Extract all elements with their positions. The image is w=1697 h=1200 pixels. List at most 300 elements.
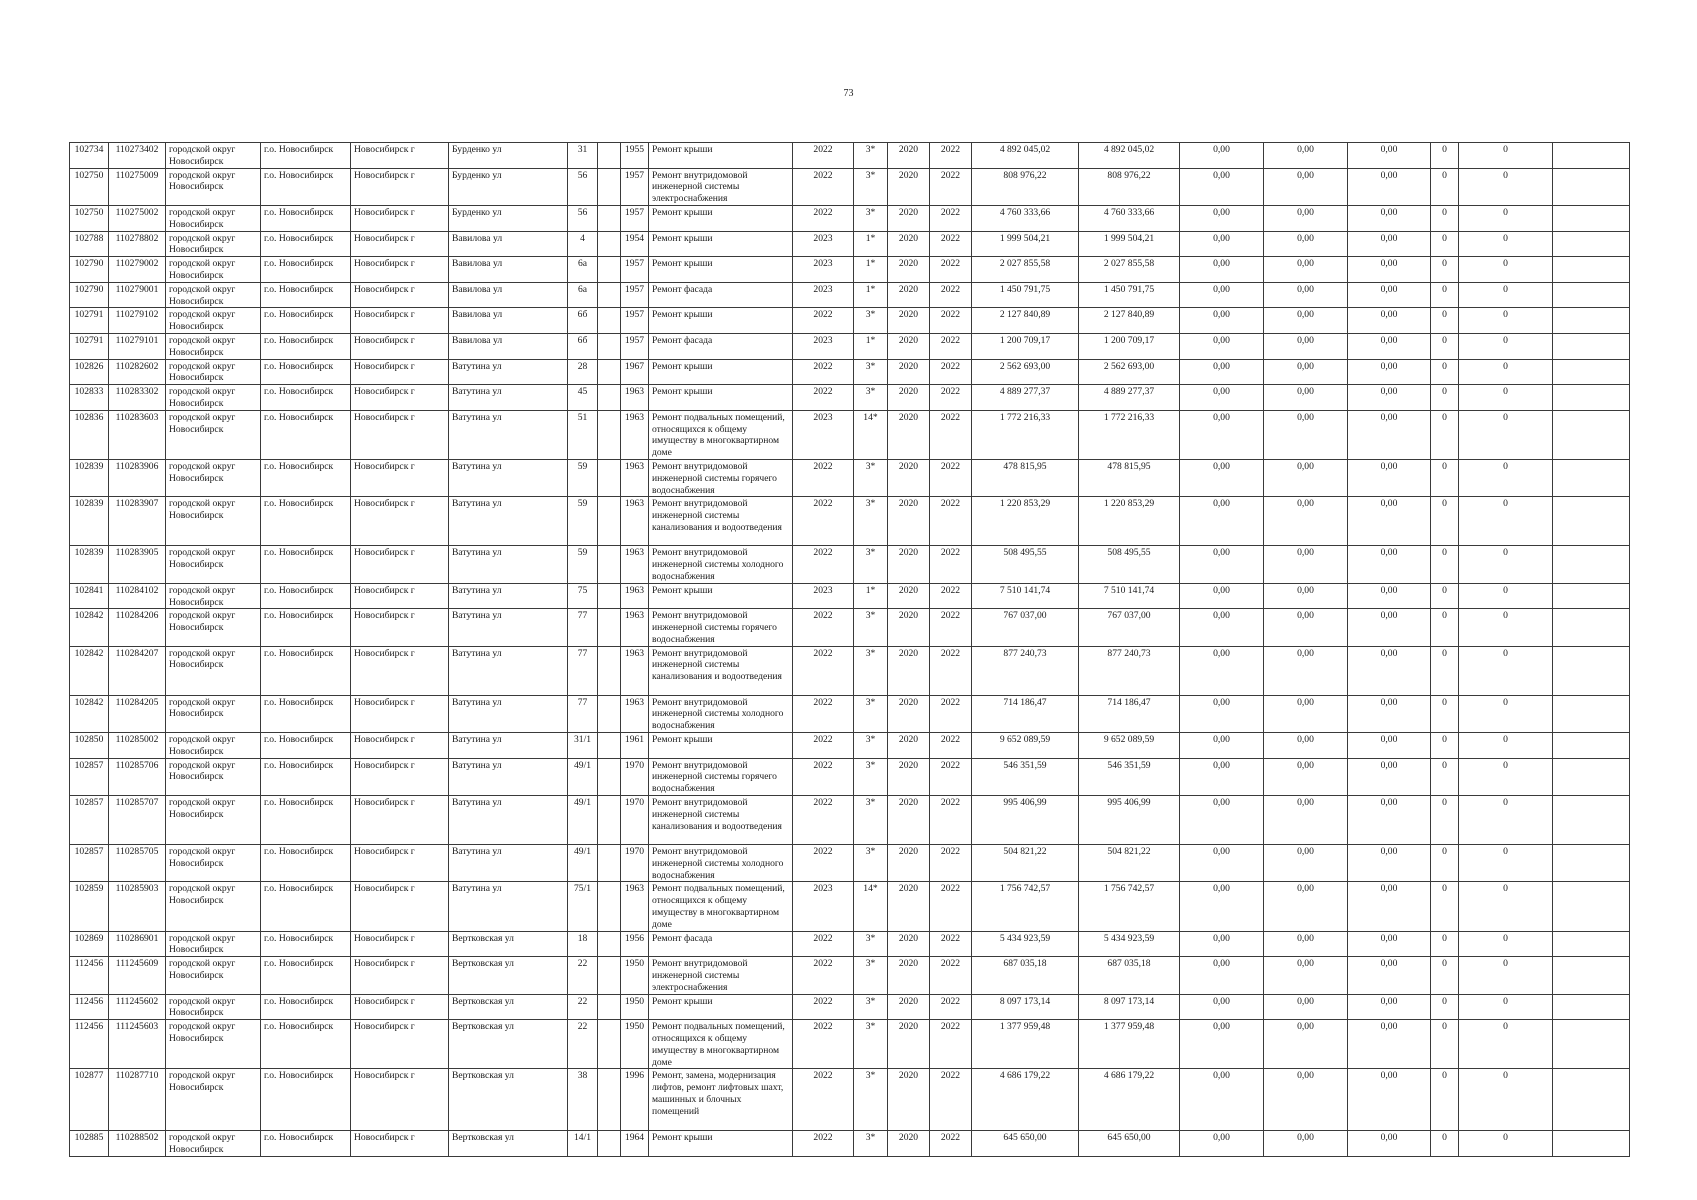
count-1-cell: 0 [1431, 583, 1459, 609]
count-2-cell: 0 [1459, 994, 1553, 1020]
district-cell: городской округ Новосибирск [166, 497, 261, 546]
total-cost-cell: 4 760 333,66 [972, 205, 1079, 231]
plan-year-cell: 2022 [793, 205, 854, 231]
table-row [70, 497, 1630, 546]
subsidy-3-cell: 0,00 [1348, 733, 1431, 759]
subsidy-3-cell: 0,00 [1348, 359, 1431, 385]
subsidy-3-cell: 0,00 [1348, 459, 1431, 496]
fund-cost-cell: 9 652 089,59 [1079, 733, 1180, 759]
work-type-cell: Ремонт внутридомовой инженерной системы канализования и водоотведения [649, 796, 793, 845]
priority-cell: 3* [854, 931, 888, 957]
plan-year-cell: 2023 [793, 882, 854, 931]
period-end-cell: 2022 [930, 882, 972, 931]
letter-cell [598, 282, 621, 308]
work-type-cell: Ремонт внутридомовой инженерной системы горячего водоснабжения [649, 758, 793, 795]
city-cell: Новосибирск г [351, 646, 449, 695]
street-cell: Ватутина ул [449, 758, 568, 795]
plan-year-cell: 2023 [793, 583, 854, 609]
total-cost-cell: 1 377 959,48 [972, 1020, 1079, 1069]
district-cell: городской округ Новосибирск [166, 583, 261, 609]
city-cell: Новосибирск г [351, 1131, 449, 1157]
house-id-cell: 102791 [70, 333, 109, 359]
period-start-cell: 2020 [888, 1020, 930, 1069]
municipality-cell: г.о. Новосибирск [261, 497, 351, 546]
plan-year-cell: 2022 [793, 994, 854, 1020]
count-2-cell: 0 [1459, 1131, 1553, 1157]
plan-year-cell: 2022 [793, 143, 854, 169]
count-2-cell: 0 [1459, 796, 1553, 845]
subsidy-1-cell: 0,00 [1180, 796, 1264, 845]
priority-cell: 3* [854, 359, 888, 385]
municipality-cell: г.о. Новосибирск [261, 546, 351, 583]
total-cost-cell: 504 821,22 [972, 845, 1079, 882]
count-2-cell: 0 [1459, 957, 1553, 994]
table-row [70, 733, 1630, 759]
priority-cell: 1* [854, 282, 888, 308]
city-cell: Новосибирск г [351, 410, 449, 459]
municipality-cell: г.о. Новосибирск [261, 308, 351, 334]
count-2-cell: 0 [1459, 308, 1553, 334]
subsidy-2-cell: 0,00 [1264, 796, 1348, 845]
house-id-cell: 102750 [70, 168, 109, 205]
municipality-cell: г.о. Новосибирск [261, 1069, 351, 1131]
work-type-cell: Ремонт подвальных помещений, относящихся к общему имуществу в многоквартирном доме [649, 882, 793, 931]
work-type-cell: Ремонт подвальных помещений, относящихся к общему имуществу в многоквартирном доме [649, 1020, 793, 1069]
period-start-cell: 2020 [888, 459, 930, 496]
priority-cell: 3* [854, 459, 888, 496]
subsidy-3-cell: 0,00 [1348, 931, 1431, 957]
build-year-cell: 1963 [621, 546, 649, 583]
period-end-cell: 2022 [930, 1131, 972, 1157]
period-start-cell: 2020 [888, 333, 930, 359]
total-cost-cell: 1 200 709,17 [972, 333, 1079, 359]
work-code-cell: 110283906 [109, 459, 166, 496]
plan-year-cell: 2022 [793, 646, 854, 695]
count-2-cell: 0 [1459, 1020, 1553, 1069]
letter-cell [598, 308, 621, 334]
period-end-cell: 2022 [930, 695, 972, 732]
fund-cost-cell: 504 821,22 [1079, 845, 1180, 882]
letter-cell [598, 333, 621, 359]
house-id-cell: 102877 [70, 1069, 109, 1131]
municipality-cell: г.о. Новосибирск [261, 410, 351, 459]
house-number-cell: 51 [568, 410, 598, 459]
city-cell: Новосибирск г [351, 1069, 449, 1131]
district-cell: городской округ Новосибирск [166, 333, 261, 359]
build-year-cell: 1963 [621, 695, 649, 732]
count-1-cell: 0 [1431, 845, 1459, 882]
work-code-cell: 110287710 [109, 1069, 166, 1131]
period-start-cell: 2020 [888, 282, 930, 308]
build-year-cell: 1963 [621, 882, 649, 931]
priority-cell: 1* [854, 231, 888, 257]
subsidy-2-cell: 0,00 [1264, 359, 1348, 385]
total-cost-cell: 5 434 923,59 [972, 931, 1079, 957]
letter-cell [598, 994, 621, 1020]
work-type-cell: Ремонт внутридомовой инженерной системы холодного водоснабжения [649, 695, 793, 732]
street-cell: Ватутина ул [449, 359, 568, 385]
house-number-cell: 59 [568, 546, 598, 583]
table-row [70, 882, 1630, 931]
city-cell: Новосибирск г [351, 758, 449, 795]
letter-cell [598, 583, 621, 609]
count-2-cell: 0 [1459, 695, 1553, 732]
street-cell: Вертковская ул [449, 1131, 568, 1157]
district-cell: городской округ Новосибирск [166, 994, 261, 1020]
letter-cell [598, 957, 621, 994]
district-cell: городской округ Новосибирск [166, 882, 261, 931]
build-year-cell: 1963 [621, 410, 649, 459]
total-cost-cell: 7 510 141,74 [972, 583, 1079, 609]
note-cell [1553, 733, 1630, 759]
house-number-cell: 6а [568, 282, 598, 308]
subsidy-1-cell: 0,00 [1180, 931, 1264, 957]
subsidy-2-cell: 0,00 [1264, 583, 1348, 609]
subsidy-1-cell: 0,00 [1180, 733, 1264, 759]
table-row [70, 957, 1630, 994]
work-code-cell: 110285706 [109, 758, 166, 795]
fund-cost-cell: 546 351,59 [1079, 758, 1180, 795]
fund-cost-cell: 2 562 693,00 [1079, 359, 1180, 385]
letter-cell [598, 385, 621, 411]
subsidy-2-cell: 0,00 [1264, 459, 1348, 496]
total-cost-cell: 808 976,22 [972, 168, 1079, 205]
count-1-cell: 0 [1431, 308, 1459, 334]
house-id-cell: 102790 [70, 257, 109, 283]
subsidy-2-cell: 0,00 [1264, 143, 1348, 169]
subsidy-2-cell: 0,00 [1264, 646, 1348, 695]
letter-cell [598, 646, 621, 695]
subsidy-1-cell: 0,00 [1180, 168, 1264, 205]
plan-year-cell: 2022 [793, 546, 854, 583]
street-cell: Вертковская ул [449, 957, 568, 994]
street-cell: Ватутина ул [449, 459, 568, 496]
plan-year-cell: 2022 [793, 1131, 854, 1157]
work-code-cell: 110288502 [109, 1131, 166, 1157]
fund-cost-cell: 4 892 045,02 [1079, 143, 1180, 169]
count-2-cell: 0 [1459, 931, 1553, 957]
letter-cell [598, 205, 621, 231]
subsidy-2-cell: 0,00 [1264, 882, 1348, 931]
letter-cell [598, 758, 621, 795]
table-row [70, 695, 1630, 732]
total-cost-cell: 645 650,00 [972, 1131, 1079, 1157]
letter-cell [598, 796, 621, 845]
count-2-cell: 0 [1459, 497, 1553, 546]
municipality-cell: г.о. Новосибирск [261, 957, 351, 994]
count-1-cell: 0 [1431, 459, 1459, 496]
city-cell: Новосибирск г [351, 385, 449, 411]
build-year-cell: 1957 [621, 205, 649, 231]
table-row [70, 609, 1630, 646]
subsidy-2-cell: 0,00 [1264, 385, 1348, 411]
house-id-cell: 102857 [70, 845, 109, 882]
period-end-cell: 2022 [930, 497, 972, 546]
subsidy-2-cell: 0,00 [1264, 1069, 1348, 1131]
build-year-cell: 1963 [621, 385, 649, 411]
work-code-cell: 110278802 [109, 231, 166, 257]
subsidy-3-cell: 0,00 [1348, 957, 1431, 994]
house-id-cell: 102833 [70, 385, 109, 411]
fund-cost-cell: 687 035,18 [1079, 957, 1180, 994]
work-code-cell: 111245603 [109, 1020, 166, 1069]
subsidy-3-cell: 0,00 [1348, 231, 1431, 257]
table-row [70, 646, 1630, 695]
subsidy-2-cell: 0,00 [1264, 257, 1348, 283]
house-number-cell: 77 [568, 695, 598, 732]
street-cell: Ватутина ул [449, 796, 568, 845]
subsidy-1-cell: 0,00 [1180, 257, 1264, 283]
work-code-cell: 110286901 [109, 931, 166, 957]
subsidy-1-cell: 0,00 [1180, 231, 1264, 257]
subsidy-3-cell: 0,00 [1348, 282, 1431, 308]
subsidy-3-cell: 0,00 [1348, 497, 1431, 546]
work-type-cell: Ремонт крыши [649, 994, 793, 1020]
period-start-cell: 2020 [888, 231, 930, 257]
house-id-cell: 102750 [70, 205, 109, 231]
subsidy-1-cell: 0,00 [1180, 583, 1264, 609]
table-row [70, 796, 1630, 845]
note-cell [1553, 205, 1630, 231]
work-code-cell: 110285705 [109, 845, 166, 882]
count-1-cell: 0 [1431, 257, 1459, 283]
letter-cell [598, 231, 621, 257]
count-1-cell: 0 [1431, 282, 1459, 308]
letter-cell [598, 1069, 621, 1131]
subsidy-3-cell: 0,00 [1348, 758, 1431, 795]
priority-cell: 3* [854, 1069, 888, 1131]
work-type-cell: Ремонт крыши [649, 205, 793, 231]
city-cell: Новосибирск г [351, 333, 449, 359]
build-year-cell: 1967 [621, 359, 649, 385]
count-2-cell: 0 [1459, 143, 1553, 169]
period-end-cell: 2022 [930, 758, 972, 795]
count-1-cell: 0 [1431, 497, 1459, 546]
count-1-cell: 0 [1431, 1131, 1459, 1157]
build-year-cell: 1957 [621, 282, 649, 308]
build-year-cell: 1950 [621, 957, 649, 994]
work-type-cell: Ремонт внутридомовой инженерной системы канализования и водоотведения [649, 497, 793, 546]
period-start-cell: 2020 [888, 695, 930, 732]
count-2-cell: 0 [1459, 882, 1553, 931]
plan-year-cell: 2023 [793, 257, 854, 283]
city-cell: Новосибирск г [351, 882, 449, 931]
fund-cost-cell: 877 240,73 [1079, 646, 1180, 695]
house-number-cell: 77 [568, 646, 598, 695]
work-type-cell: Ремонт внутридомовой инженерной системы электроснабжения [649, 957, 793, 994]
period-end-cell: 2022 [930, 1020, 972, 1069]
work-type-cell: Ремонт крыши [649, 231, 793, 257]
city-cell: Новосибирск г [351, 994, 449, 1020]
work-code-cell: 110279001 [109, 282, 166, 308]
city-cell: Новосибирск г [351, 957, 449, 994]
subsidy-3-cell: 0,00 [1348, 845, 1431, 882]
note-cell [1553, 931, 1630, 957]
work-code-cell: 110284207 [109, 646, 166, 695]
total-cost-cell: 2 127 840,89 [972, 308, 1079, 334]
build-year-cell: 1970 [621, 758, 649, 795]
district-cell: городской округ Новосибирск [166, 695, 261, 732]
period-start-cell: 2020 [888, 359, 930, 385]
work-code-cell: 110283905 [109, 546, 166, 583]
total-cost-cell: 1 772 216,33 [972, 410, 1079, 459]
fund-cost-cell: 5 434 923,59 [1079, 931, 1180, 957]
street-cell: Вертковская ул [449, 1020, 568, 1069]
table-row [70, 845, 1630, 882]
city-cell: Новосибирск г [351, 205, 449, 231]
priority-cell: 3* [854, 758, 888, 795]
count-1-cell: 0 [1431, 143, 1459, 169]
period-end-cell: 2022 [930, 931, 972, 957]
note-cell [1553, 359, 1630, 385]
plan-year-cell: 2022 [793, 308, 854, 334]
house-number-cell: 28 [568, 359, 598, 385]
house-number-cell: 49/1 [568, 845, 598, 882]
work-code-cell: 110273402 [109, 143, 166, 169]
priority-cell: 1* [854, 583, 888, 609]
house-number-cell: 56 [568, 205, 598, 231]
period-end-cell: 2022 [930, 333, 972, 359]
street-cell: Вертковская ул [449, 1069, 568, 1131]
subsidy-3-cell: 0,00 [1348, 385, 1431, 411]
table-row [70, 583, 1630, 609]
street-cell: Ватутина ул [449, 695, 568, 732]
street-cell: Вавилова ул [449, 257, 568, 283]
house-number-cell: 14/1 [568, 1131, 598, 1157]
fund-cost-cell: 8 097 173,14 [1079, 994, 1180, 1020]
subsidy-2-cell: 0,00 [1264, 168, 1348, 205]
city-cell: Новосибирск г [351, 1020, 449, 1069]
period-start-cell: 2020 [888, 583, 930, 609]
municipality-cell: г.о. Новосибирск [261, 231, 351, 257]
priority-cell: 3* [854, 1131, 888, 1157]
municipality-cell: г.о. Новосибирск [261, 931, 351, 957]
priority-cell: 3* [854, 609, 888, 646]
street-cell: Ватутина ул [449, 733, 568, 759]
count-1-cell: 0 [1431, 333, 1459, 359]
subsidy-2-cell: 0,00 [1264, 308, 1348, 334]
period-start-cell: 2020 [888, 1131, 930, 1157]
priority-cell: 3* [854, 796, 888, 845]
house-number-cell: 75/1 [568, 882, 598, 931]
city-cell: Новосибирск г [351, 497, 449, 546]
subsidy-1-cell: 0,00 [1180, 695, 1264, 732]
district-cell: городской округ Новосибирск [166, 359, 261, 385]
plan-year-cell: 2022 [793, 168, 854, 205]
house-id-cell: 112456 [70, 1020, 109, 1069]
work-code-cell: 110285903 [109, 882, 166, 931]
total-cost-cell: 687 035,18 [972, 957, 1079, 994]
work-type-cell: Ремонт внутридомовой инженерной системы горячего водоснабжения [649, 609, 793, 646]
table-row [70, 758, 1630, 795]
district-cell: городской округ Новосибирск [166, 459, 261, 496]
plan-year-cell: 2022 [793, 957, 854, 994]
period-start-cell: 2020 [888, 957, 930, 994]
house-id-cell: 102841 [70, 583, 109, 609]
subsidy-1-cell: 0,00 [1180, 205, 1264, 231]
period-end-cell: 2022 [930, 168, 972, 205]
plan-year-cell: 2022 [793, 733, 854, 759]
subsidy-2-cell: 0,00 [1264, 410, 1348, 459]
table-row [70, 168, 1630, 205]
work-code-cell: 110279101 [109, 333, 166, 359]
street-cell: Вавилова ул [449, 231, 568, 257]
count-1-cell: 0 [1431, 733, 1459, 759]
count-2-cell: 0 [1459, 546, 1553, 583]
subsidy-2-cell: 0,00 [1264, 845, 1348, 882]
plan-year-cell: 2022 [793, 695, 854, 732]
count-1-cell: 0 [1431, 957, 1459, 994]
count-2-cell: 0 [1459, 385, 1553, 411]
subsidy-3-cell: 0,00 [1348, 994, 1431, 1020]
count-2-cell: 0 [1459, 733, 1553, 759]
build-year-cell: 1950 [621, 1020, 649, 1069]
subsidy-3-cell: 0,00 [1348, 882, 1431, 931]
note-cell [1553, 459, 1630, 496]
period-start-cell: 2020 [888, 308, 930, 334]
plan-year-cell: 2022 [793, 758, 854, 795]
period-end-cell: 2022 [930, 205, 972, 231]
letter-cell [598, 410, 621, 459]
plan-year-cell: 2022 [793, 359, 854, 385]
period-start-cell: 2020 [888, 546, 930, 583]
count-2-cell: 0 [1459, 1069, 1553, 1131]
subsidy-2-cell: 0,00 [1264, 957, 1348, 994]
note-cell [1553, 796, 1630, 845]
work-type-cell: Ремонт фасада [649, 282, 793, 308]
count-1-cell: 0 [1431, 758, 1459, 795]
letter-cell [598, 168, 621, 205]
plan-year-cell: 2023 [793, 333, 854, 359]
work-type-cell: Ремонт внутридомовой инженерной системы горячего водоснабжения [649, 459, 793, 496]
total-cost-cell: 1 999 504,21 [972, 231, 1079, 257]
district-cell: городской округ Новосибирск [166, 733, 261, 759]
priority-cell: 3* [854, 646, 888, 695]
municipality-cell: г.о. Новосибирск [261, 282, 351, 308]
work-code-cell: 110283603 [109, 410, 166, 459]
period-end-cell: 2022 [930, 646, 972, 695]
fund-cost-cell: 714 186,47 [1079, 695, 1180, 732]
period-start-cell: 2020 [888, 143, 930, 169]
total-cost-cell: 2 027 855,58 [972, 257, 1079, 283]
municipality-cell: г.о. Новосибирск [261, 1131, 351, 1157]
period-start-cell: 2020 [888, 882, 930, 931]
work-type-cell: Ремонт крыши [649, 733, 793, 759]
note-cell [1553, 646, 1630, 695]
letter-cell [598, 1131, 621, 1157]
city-cell: Новосибирск г [351, 231, 449, 257]
count-1-cell: 0 [1431, 1020, 1459, 1069]
count-1-cell: 0 [1431, 994, 1459, 1020]
priority-cell: 3* [854, 845, 888, 882]
city-cell: Новосибирск г [351, 282, 449, 308]
build-year-cell: 1963 [621, 497, 649, 546]
subsidy-1-cell: 0,00 [1180, 143, 1264, 169]
district-cell: городской округ Новосибирск [166, 1131, 261, 1157]
house-id-cell: 102839 [70, 546, 109, 583]
subsidy-3-cell: 0,00 [1348, 646, 1431, 695]
letter-cell [598, 1020, 621, 1069]
work-code-cell: 111245602 [109, 994, 166, 1020]
letter-cell [598, 609, 621, 646]
count-1-cell: 0 [1431, 231, 1459, 257]
total-cost-cell: 4 892 045,02 [972, 143, 1079, 169]
period-end-cell: 2022 [930, 583, 972, 609]
table-body [70, 143, 1630, 1157]
priority-cell: 3* [854, 994, 888, 1020]
subsidy-2-cell: 0,00 [1264, 231, 1348, 257]
build-year-cell: 1956 [621, 931, 649, 957]
